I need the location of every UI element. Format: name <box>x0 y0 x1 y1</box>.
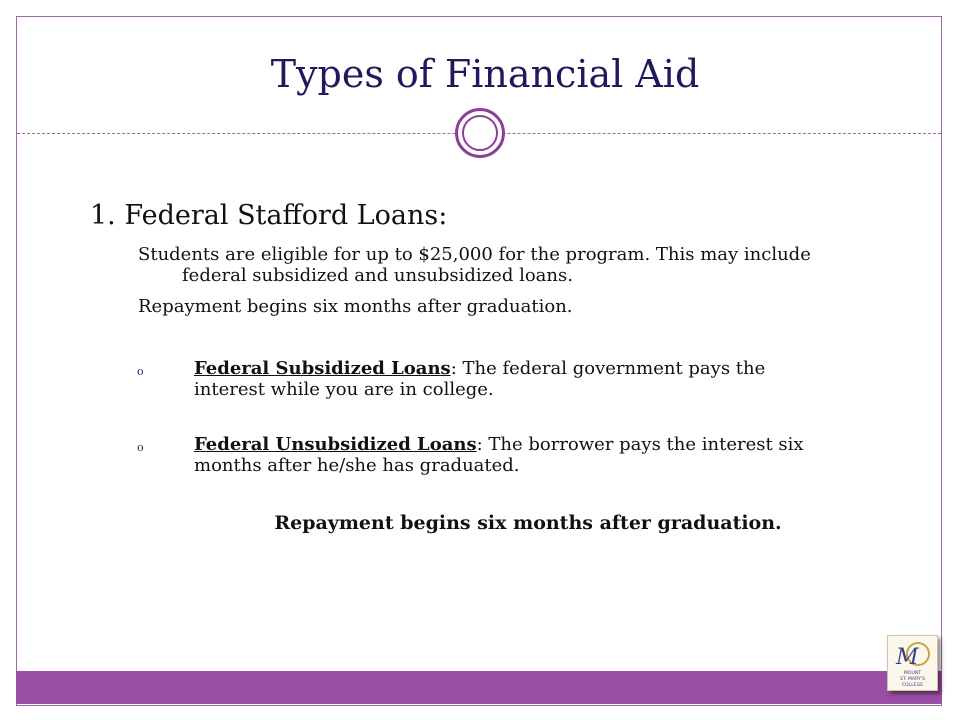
college-logo-icon <box>888 636 937 690</box>
term-subsidized: Federal Subsidized Loans <box>194 358 451 379</box>
logo-text-3: COLLEGE <box>901 683 924 688</box>
eligibility-paragraph <box>138 244 928 286</box>
section-heading: 1. Federal Stafford Loans: <box>90 200 448 231</box>
bullet-subsidized <box>194 358 934 400</box>
bullet-subsidized-rest: : The federal government pays the <box>450 358 766 379</box>
svg-text:M: M <box>896 645 919 670</box>
bullet-marker: o <box>137 441 144 454</box>
college-logo <box>887 635 938 691</box>
slide-title: Types of Financial Aid <box>270 52 700 96</box>
term-unsubsidized: Federal Unsubsidized Loans <box>194 434 477 455</box>
bullet-marker: o <box>137 365 144 378</box>
repayment-note: Repayment begins six months after graduation. <box>138 296 573 317</box>
bullet-unsubsidized-rest: : The borrower pays the interest six <box>476 434 804 455</box>
eligibility-line-1: Students are eligible for up to $25,000 for the program. This may include <box>138 244 811 265</box>
ring-ornament <box>455 108 505 158</box>
logo-text-1: MOUNT <box>903 671 922 676</box>
eligibility-line-2: federal subsidized and unsubsidized loans. <box>182 265 573 286</box>
footer-bar <box>16 671 942 704</box>
bullet-unsubsidized-line2: months after he/she has graduated. <box>194 455 520 476</box>
bullet-unsubsidized <box>194 434 934 476</box>
repayment-emphasis: Repayment begins six months after graduation. <box>274 512 782 534</box>
bullet-subsidized-line2: interest while you are in college. <box>194 379 494 400</box>
logo-text-2: ST. MARY'S <box>899 677 926 682</box>
